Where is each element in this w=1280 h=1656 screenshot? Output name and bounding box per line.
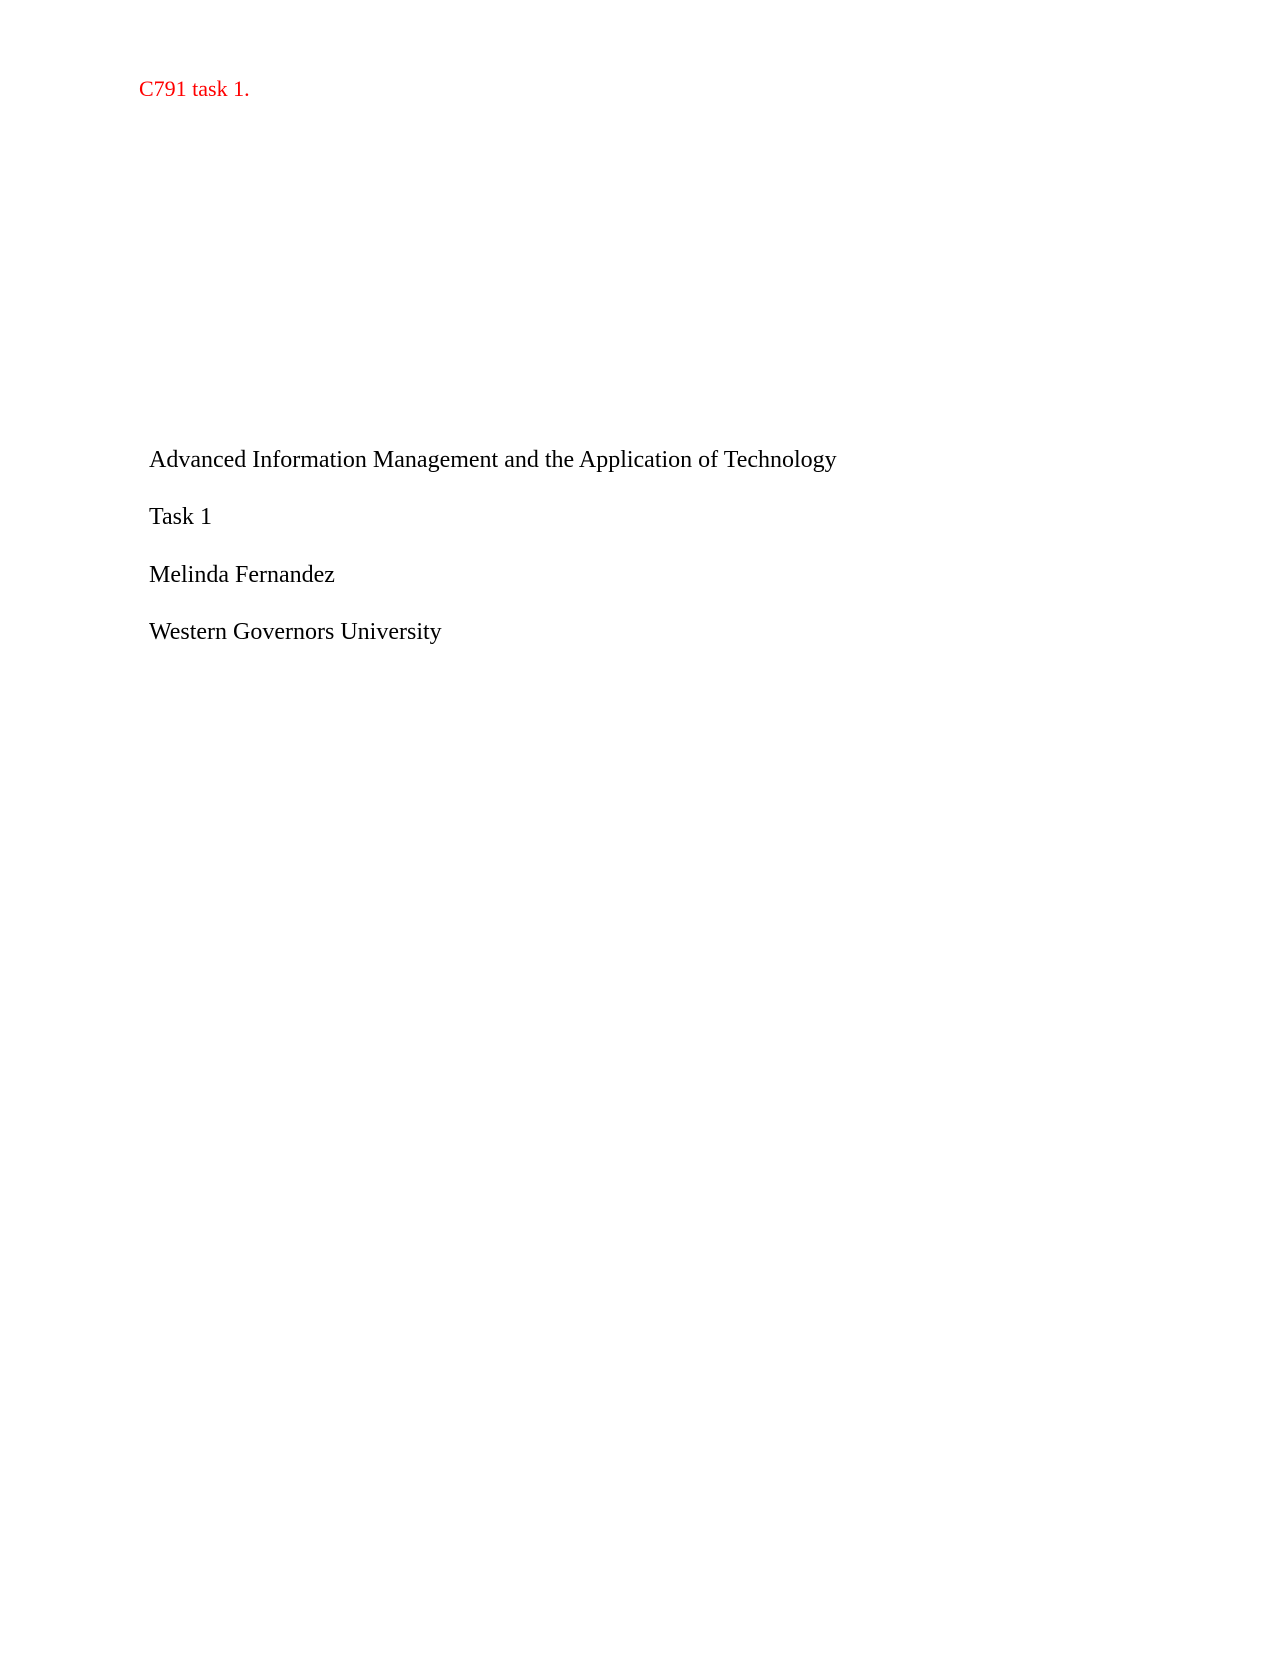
institution-name: Western Governors University — [149, 618, 442, 645]
document-title: Advanced Information Management and the Application of Technology — [149, 447, 837, 473]
header-note: C791 task 1. — [139, 76, 250, 101]
title-block — [149, 446, 1149, 675]
document-subtitle: Task 1 — [149, 504, 212, 531]
author-name: Melinda Fernandez — [149, 561, 335, 588]
